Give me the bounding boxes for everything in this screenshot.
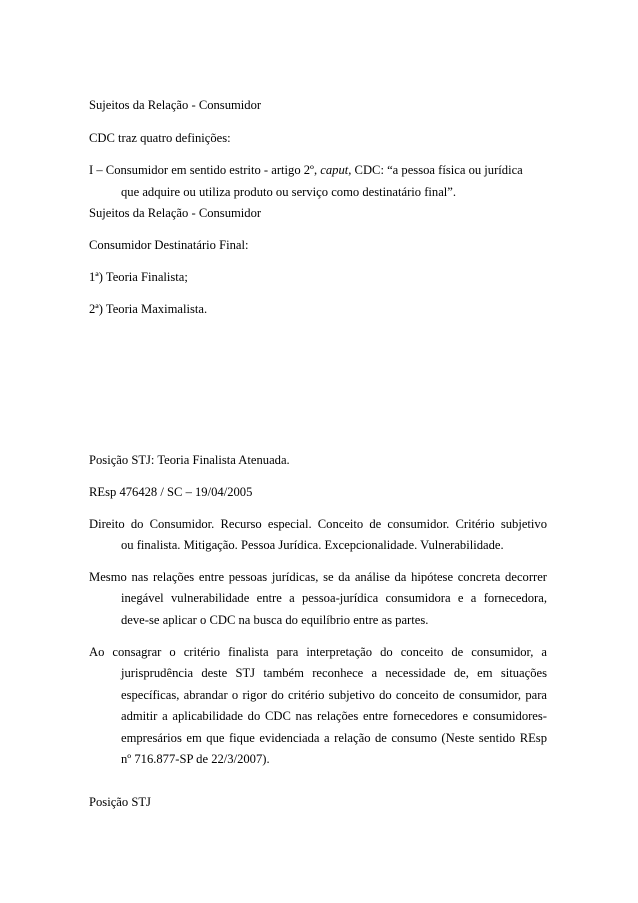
footer-heading: Posição STJ: [89, 795, 151, 809]
summary-line-1: Direito do Consumidor. Recurso especial. Conceito de consumidor. Critério subjetivo: [89, 517, 547, 531]
final-recipient-line: Consumidor Destinatário Final:: [89, 238, 249, 252]
item-i-text-a: I – Consumidor em sentido estrito - artigo 2º,: [89, 163, 321, 177]
item-i-caput: caput,: [320, 163, 352, 177]
paragraph-2-line-4: admitir a aplicabilidade do CDC nas relações entre fornecedores e consumidores-: [121, 709, 547, 723]
paragraph-2-line-2: jurisprudência deste STJ também reconhece a necessidade de, em situações: [121, 666, 547, 680]
theory-maximalista: 2ª) Teoria Maximalista.: [89, 302, 208, 316]
paragraph-2-line-1: Ao consagrar o critério finalista para interpretação do conceito de consumidor, a: [89, 645, 547, 659]
item-i-text-b: CDC: “a pessoa física ou jurídica: [351, 163, 523, 177]
section-heading: Sujeitos da Relação - Consumidor: [89, 98, 262, 112]
paragraph-1-line-2: inegável vulnerabilidade entre a pessoa-jurídica consumidora e a fornecedora,: [121, 591, 547, 605]
summary-line-2: ou finalista. Mitigação. Pessoa Jurídica. Excepcionalidade. Vulnerabilidade.: [121, 538, 504, 552]
paragraph-1-line-1: Mesmo nas relações entre pessoas jurídicas, se da análise da hipótese concreta decorrer: [89, 570, 547, 584]
cdc-definitions-line: CDC traz quatro definições:: [89, 131, 231, 145]
paragraph-2-line-6: nº 716.877-SP de 22/3/2007).: [121, 752, 270, 766]
paragraph-2-line-5: empresários em que fique evidenciada a relação de consumo (Neste sentido REsp: [121, 731, 547, 745]
paragraph-1-line-3: deve-se aplicar o CDC na busca do equilíbrio entre as partes.: [121, 613, 429, 627]
resp-reference: REsp 476428 / SC – 19/04/2005: [89, 485, 253, 499]
item-i-line-2: que adquire ou utiliza produto ou serviço como destinatário final”.: [121, 185, 457, 199]
item-i-line-1: [89, 162, 547, 178]
theory-finalista: 1ª) Teoria Finalista;: [89, 270, 188, 284]
paragraph-2-line-3: específicas, abrandar o rigor do critério subjetivo do conceito de consumidor, para: [121, 688, 547, 702]
stj-position-line: Posição STJ: Teoria Finalista Atenuada.: [89, 453, 290, 467]
section-heading-repeat: Sujeitos da Relação - Consumidor: [89, 206, 262, 220]
